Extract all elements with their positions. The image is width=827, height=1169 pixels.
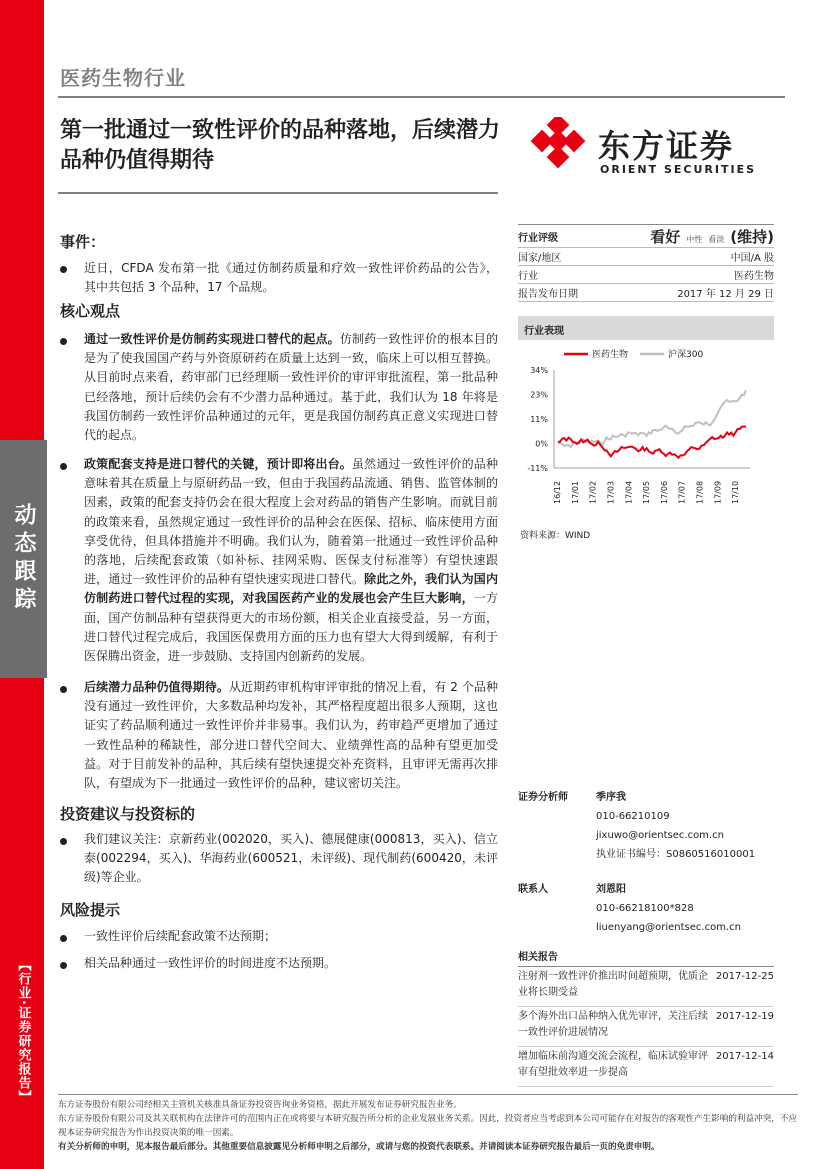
- rating-table: [518, 224, 774, 302]
- y-tick-label: 23%: [530, 390, 548, 400]
- performance-chart: [518, 344, 774, 520]
- x-tick-label: 17/05: [642, 480, 652, 504]
- x-tick-label: 17/09: [713, 480, 723, 504]
- related-date: 2017-12-19: [715, 1011, 774, 1022]
- y-tick-label: 0%: [535, 439, 548, 449]
- related-item[interactable]: [518, 1047, 774, 1087]
- y-tick-label: 34%: [530, 366, 548, 375]
- x-tick-label: 17/04: [624, 480, 634, 504]
- core-para-1-bold: 通过一致性评价是仿制药实现进口替代的起点。: [84, 332, 340, 346]
- chart-source: 资料来源：WIND: [520, 531, 591, 541]
- logo-mark-icon: [528, 117, 592, 181]
- related-title: 多个海外出口品种纳入优先审评，关注后续一致性评价进展情况: [518, 1011, 708, 1038]
- bullet-icon: [60, 935, 67, 942]
- contact-info: [596, 880, 786, 937]
- bullet-icon: [60, 838, 67, 845]
- footer-line-1: 东方证券股份有限公司经相关主管机关核准具备证券投资咨询业务资格，据此开展发布证券研究报告业务。: [58, 1100, 462, 1110]
- bullet-icon: [60, 463, 67, 470]
- footer-line-3: 有关分析师的申明，见本报告最后部分。其他重要信息披露见分析师申明之后部分，或请与您的投资代表联系。并请阅读本证券研究报告最后一页的免责申明。: [58, 1142, 660, 1152]
- risk-item: 相关品种通过一致性评价的时间进度不达预期。: [84, 956, 337, 970]
- rating-alt-2: 看淡: [708, 234, 725, 244]
- y-tick-label: 11%: [530, 415, 548, 424]
- rating-current: 看好: [650, 227, 681, 246]
- core-para-2-tail: 一方面，国产仿制品种有望获得更大的市场份额，相关企业直接受益，另一方面，进口替代过程完成后，我国医保费用方面的压力也有望大大得到缓解，有利于医保腾出资金，进一步鼓励、支持国内创新药的发展。: [84, 591, 498, 664]
- related-item[interactable]: [518, 967, 774, 1007]
- x-tick-label: 17/07: [677, 480, 687, 504]
- report-title: 第一批通过一致性评价的品种落地，后续潜力品种仍值得期待: [60, 118, 501, 173]
- core-para-2-bold: 政策配套支持是进口替代的关键，预计即将出台。: [84, 457, 352, 471]
- rating-label: 行业评级: [518, 232, 558, 244]
- legend-label: 医药生物: [592, 350, 629, 360]
- contact-phone: 010-66218100*828: [596, 903, 694, 914]
- analyst-cert: 执业证书编号：S0860516010001: [596, 849, 756, 860]
- logo-en: ORIENT SECURITIES: [600, 163, 757, 176]
- analyst-email[interactable]: jixuwo@orientsec.com.cn: [596, 830, 724, 841]
- info-row: [518, 284, 774, 302]
- related-date: 2017-12-25: [715, 971, 774, 982]
- x-tick-label: 17/06: [659, 480, 669, 504]
- related-reports: [518, 948, 774, 1087]
- core-para-3-bold: 后续潜力品种仍值得期待。: [84, 680, 229, 694]
- analyst-name: 季序我: [596, 792, 626, 803]
- info-row: [518, 248, 774, 266]
- invest-text: 我们建议关注：京新药业(002020，买入)、德展健康(000813，买入)、信立泰(002294，买入)、华海药业(600521，未评级)、现代制药(600420，未评级)等企业。: [84, 832, 498, 885]
- x-tick-label: 17/03: [606, 480, 616, 504]
- invest-heading: 投资建议与投资标的: [60, 805, 196, 823]
- rating-values: [650, 226, 774, 247]
- risk-heading: 风险提示: [60, 901, 121, 919]
- related-title: 增加临床前沟通交流会流程，临床试验审评审有望批效率进一步提高: [518, 1051, 708, 1078]
- info-label: 报告发布日期: [518, 289, 578, 300]
- core-para-1: [84, 330, 498, 445]
- industry-title: 医药生物行业: [60, 66, 186, 90]
- legend-label: 沪深300: [668, 350, 704, 360]
- info-label: 国家/地区: [518, 253, 562, 264]
- info-value: 2017 年 12 月 29 日: [677, 289, 774, 300]
- core-para-3: [84, 678, 498, 793]
- core-para-2-bold2: 除此之外，我们认为国内仿制药进口替代过程的实现，对我国医药产业的发展也会产生巨大影响，: [84, 572, 498, 606]
- analyst-info: [596, 788, 786, 864]
- x-tick-label: 17/08: [695, 480, 705, 504]
- analyst-phone: 010-66210109: [596, 811, 670, 822]
- x-tick-label: 16/12: [553, 480, 562, 504]
- bullet-icon: [60, 686, 67, 693]
- logo-cn: 东方证券: [598, 127, 735, 165]
- footer: [58, 1098, 800, 1154]
- performance-title: 行业表现: [518, 316, 774, 340]
- core-para-2-text: 虽然通过一致性评价的品种意味着其在质量上与原研药品一致，但由于我国药品流通、销售、监管体制的因素，政策的配套支持仍会在很大程度上会对药品的销售产生影响。而就目前的政策来看，虽然规定通过一致性评价的品种会在医保、招标、临床使用方面享受优待，但具体措施并不明确。我们认为，随着第一批通过一致性评价品种的落地，后续配套政策（如补标、挂网采购、医保支付标准等）有望快速跟进，通过一致性评价的品种有望快速实现进口替代。: [84, 457, 498, 587]
- y-tick-label: -11%: [527, 464, 548, 473]
- x-tick-label: 17/01: [570, 480, 580, 504]
- info-row: [518, 266, 774, 284]
- bullet-icon: [60, 266, 67, 273]
- event-heading: 事件：: [60, 233, 106, 251]
- x-tick-label: 17/02: [588, 480, 598, 504]
- contact-role: 联系人: [518, 884, 548, 895]
- x-tick-label: 17/10: [731, 480, 741, 504]
- contact-name: 刘恩阳: [596, 884, 626, 895]
- info-label: 行业: [518, 271, 538, 282]
- core-para-1-text: 仿制药一致性评价的根本目的是为了使我国国产药与外资原研药在质量上达到一致，临床上可以相互替换。从目前时点来看，药审部门已经理顺一致性评价的审评审批流程，第一批品种已经落地，预计后续仍会有不少潜力品种通过。基于此，我们认为 18 年将是我国仿制药一致性评价品种通过的元年，更是我国仿制药真正意义实现进口替代的起点。: [84, 332, 498, 443]
- info-value: 医药生物: [734, 271, 774, 282]
- risk-item: 一致性评价后续配套政策不达预期；: [84, 929, 277, 943]
- related-heading: 相关报告: [518, 948, 774, 967]
- related-date: 2017-12-14: [715, 1051, 774, 1062]
- rating-alt-1: 中性: [686, 234, 703, 244]
- divider-title: [58, 192, 498, 194]
- contact-email[interactable]: liuenyang@orientsec.com.cn: [596, 922, 741, 933]
- company-logo: [528, 115, 790, 183]
- event-text: 近日，CFDA 发布第一批《通过仿制药质量和疗效一致性评价药品的公告》，其中共包括 3 个品种，17 个品规。: [84, 261, 498, 295]
- related-title: 注射剂一致性评价推出时间超预期，优质企业将长期受益: [518, 971, 708, 998]
- divider-top: [58, 96, 785, 98]
- side-tab: [0, 440, 47, 678]
- analyst-role: 证券分析师: [518, 792, 568, 803]
- footer-line-2: 东方证券股份有限公司及其关联机构在法律许可的范围内正在或将要与本研究报告所分析的企业发展业务关系。因此，投资者应当考虑到本公司可能存在对报告的客观性产生影响的利益冲突，不应视本证券研究报告为作出投资决策的唯一因素。: [58, 1114, 798, 1138]
- core-para-2: [84, 455, 498, 666]
- bullet-icon: [60, 962, 67, 969]
- rating-row: [518, 224, 774, 248]
- related-item[interactable]: [518, 1007, 774, 1047]
- side-tab-text: 动态跟踪: [11, 503, 36, 615]
- core-para-3-text: 从近期药审机构审评审批的情况上看，有 2 个品种没有通过一致性评价，大多数品种均发补，其严格程度超出很多人预期，这也证实了药品顺利通过一致性评价并非易事。我们认为，药审趋严更增加了通过一致性品种的稀缺性，部分进口替代空间大、业绩弹性高的品种有望更加受益。对于目前发补的品种，其后续有望快速提交补充资料，且审评无需再次排队，有望成为下一批通过一致性评价的品种，建议密切关注。: [84, 680, 498, 791]
- info-value: 中国/A 股: [730, 253, 774, 264]
- core-heading: 核心观点: [60, 302, 121, 320]
- bullet-icon: [60, 338, 67, 345]
- rating-status: (维持): [730, 227, 774, 246]
- side-label: 【行业·证券研究报告】: [15, 958, 31, 1104]
- footer-divider: [58, 1094, 798, 1095]
